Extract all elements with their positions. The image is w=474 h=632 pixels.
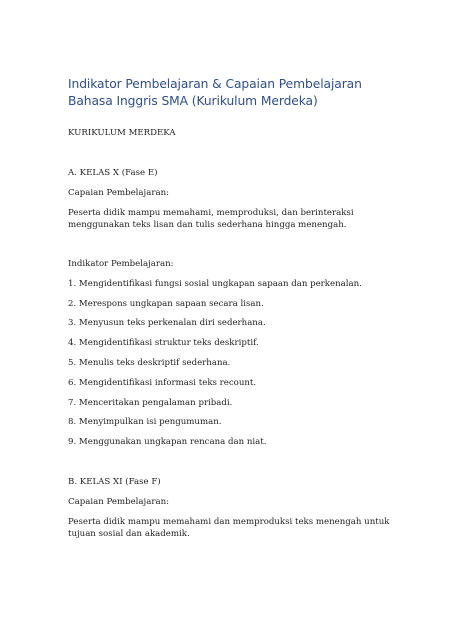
indikator-item: 7. Menceritakan pengalaman pribadi.: [68, 398, 233, 408]
indikator-item: 6. Mengidentifikasi informasi teks recount.: [68, 378, 257, 388]
indikator-item: 1. Mengidentifikasi fungsi sosial ungkapan sapaan dan perkenalan.: [68, 279, 362, 289]
indikator-item: 5. Menulis teks deskriptif sederhana.: [68, 358, 231, 368]
kelas-x-capaian-label: Capaian Pembelajaran:: [68, 188, 170, 198]
indikator-item: 3. Menyusun teks perkenalan diri sederhana.: [68, 318, 266, 328]
kelas-x-heading: A. KELAS X (Fase E): [68, 168, 158, 178]
kelas-x-capaian-text: Peserta didik mampu memahami, memproduksi, dan berinteraksi menggunakan teks lisan dan tulis sederhana hingga menengah.: [68, 208, 354, 230]
title-line-2: Bahasa Inggris SMA (Kurikulum Merdeka): [68, 94, 318, 108]
indikator-item: 8. Menyimpulkan isi pengumuman.: [68, 417, 222, 427]
kelas-x-indikator-label: Indikator Pembelajaran:: [68, 259, 174, 269]
kelas-xi-capaian-text: Peserta didik mampu memahami dan memproduksi teks menengah untuk tujuan sosial dan akademik.: [68, 517, 390, 539]
indikator-item: 4. Mengidentifikasi struktur teks deskriptif.: [68, 338, 259, 348]
curriculum-label: KURIKULUM MERDEKA: [68, 128, 176, 138]
title-line-1: Indikator Pembelajaran & Capaian Pembelajaran: [68, 77, 362, 91]
kelas-xi-heading: B. KELAS XI (Fase F): [68, 477, 161, 487]
document-title: [68, 76, 362, 110]
kelas-xi-capaian-label: Capaian Pembelajaran:: [68, 497, 170, 507]
indikator-item: 2. Merespons ungkapan sapaan secara lisan.: [68, 299, 264, 309]
indikator-item: 9. Menggunakan ungkapan rencana dan niat.: [68, 437, 267, 447]
